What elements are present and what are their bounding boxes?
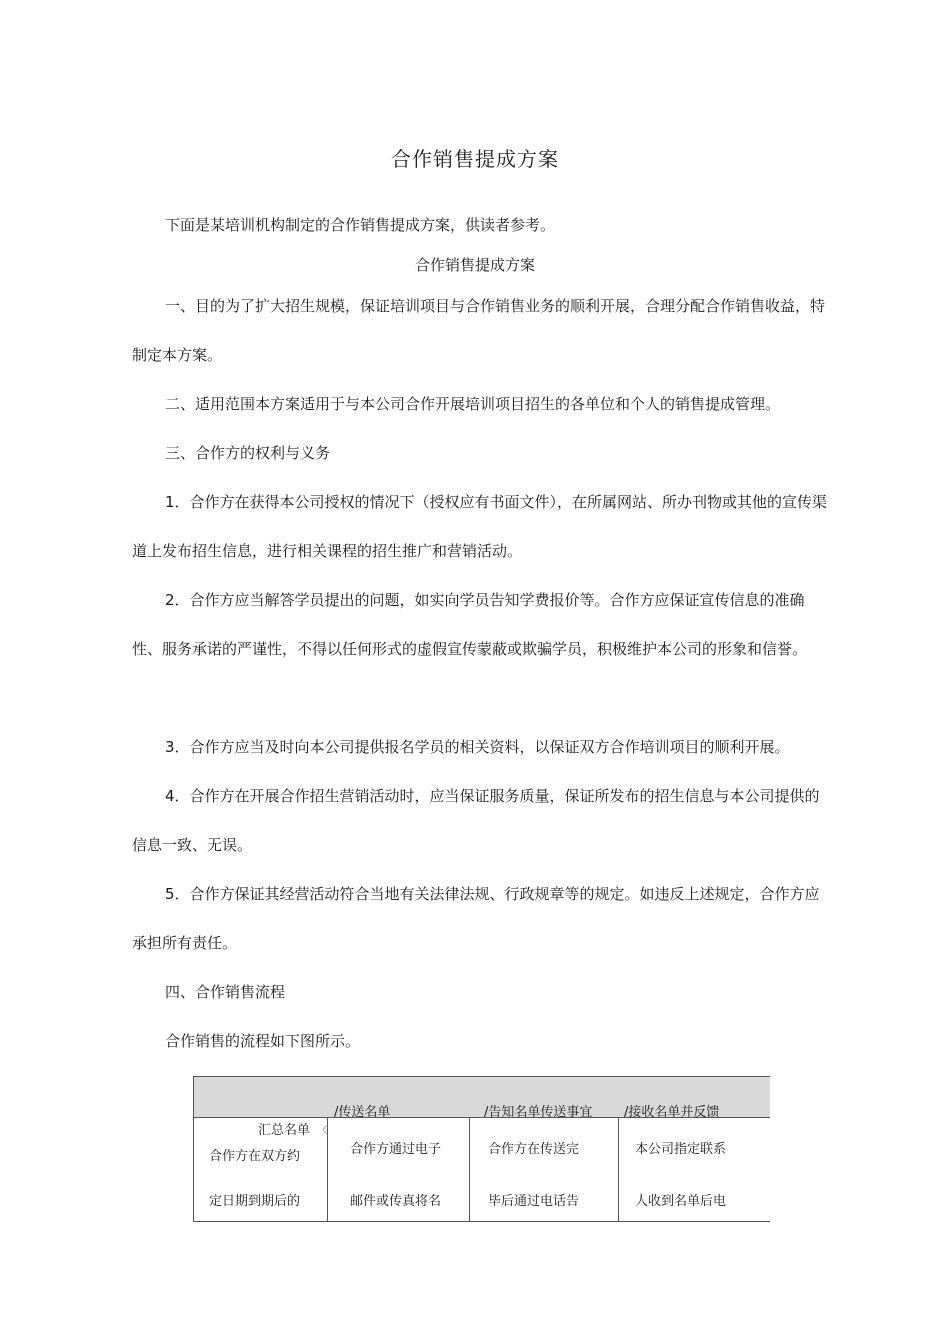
section-heading-process: 四、合作销售流程 [165, 983, 286, 1001]
paragraph-scope: 二、适用范围本方案适用于与本公司合作开展培训项目招生的各单位和个人的销售提成管理。 [165, 395, 781, 413]
table-divider [618, 1117, 619, 1221]
table-cell: 合作方在传送完 [488, 1142, 580, 1157]
subtitle: 合作销售提成方案 [414, 256, 535, 274]
table-cell: 邮件或传真将名 [350, 1194, 442, 1209]
table-header-row [194, 1077, 770, 1118]
document-title: 合作销售提成方案 [391, 147, 559, 171]
table-cell: 毕后通过电话告 [488, 1194, 580, 1209]
paragraph-process-intro: 合作销售的流程如下图所示。 [165, 1032, 361, 1050]
paragraph-item-5: 5．合作方保证其经营活动符合当地有关法律法规、行政规章等的规定。如违反上述规定，合作方应承担所有责任。 [132, 885, 820, 952]
table-cell: 合作方在双方约 [209, 1149, 301, 1164]
paragraph-item-1: 1．合作方在获得本公司授权的情况下（授权应有书面文件），在所属网站、所办刊物或其他的宣传渠道上发布招生信息，进行相关课程的招生推广和营销活动。 [132, 493, 828, 560]
table-cell: 合作方通过电子 [350, 1142, 442, 1157]
paragraph-item-3: 3．合作方应当及时向本公司提供报名学员的相关资料，以保证双方合作培训项目的顺利开展。 [165, 738, 790, 756]
intro-text: 下面是某培训机构制定的合作销售提成方案，供读者参考。 [165, 216, 556, 234]
table-header-cell: /传送名单 [334, 1105, 391, 1120]
table-cell: 定日期到期后的 [209, 1194, 301, 1209]
paragraph-purpose: 一、目的为了扩大招生规模，保证培训项目与合作销售业务的顺利开展，合理分配合作销售收益，特制定本方案。 [132, 297, 826, 364]
table-header-cell: /接收名单并反馈 [624, 1105, 720, 1120]
section-heading-rights: 三、合作方的权利与义务 [165, 444, 331, 462]
table-divider [469, 1117, 470, 1221]
table-cell: 汇总名单 [258, 1123, 311, 1138]
paragraph-item-2: 2．合作方应当解答学员提出的问题，如实向学员告知学费报价等。合作方应保证宣传信息的准确性、服务承诺的严谨性，不得以任何形式的虚假宣传蒙蔽或欺骗学员，积极维护本公司的形象和信誉。 [132, 591, 808, 658]
table-header-cell: /告知名单传送事宜 [484, 1105, 593, 1120]
table-cell-mark: 〈 [318, 1126, 328, 1136]
table-divider [327, 1117, 328, 1221]
paragraph-item-4: 4．合作方在开展合作招生营销活动时，应当保证服务质量，保证所发布的招生信息与本公司提供的信息一致、无误。 [132, 787, 820, 854]
table-cell: 本公司指定联系 [635, 1142, 727, 1157]
process-table [193, 1076, 770, 1222]
table-cell: 人收到名单后电 [635, 1194, 727, 1209]
